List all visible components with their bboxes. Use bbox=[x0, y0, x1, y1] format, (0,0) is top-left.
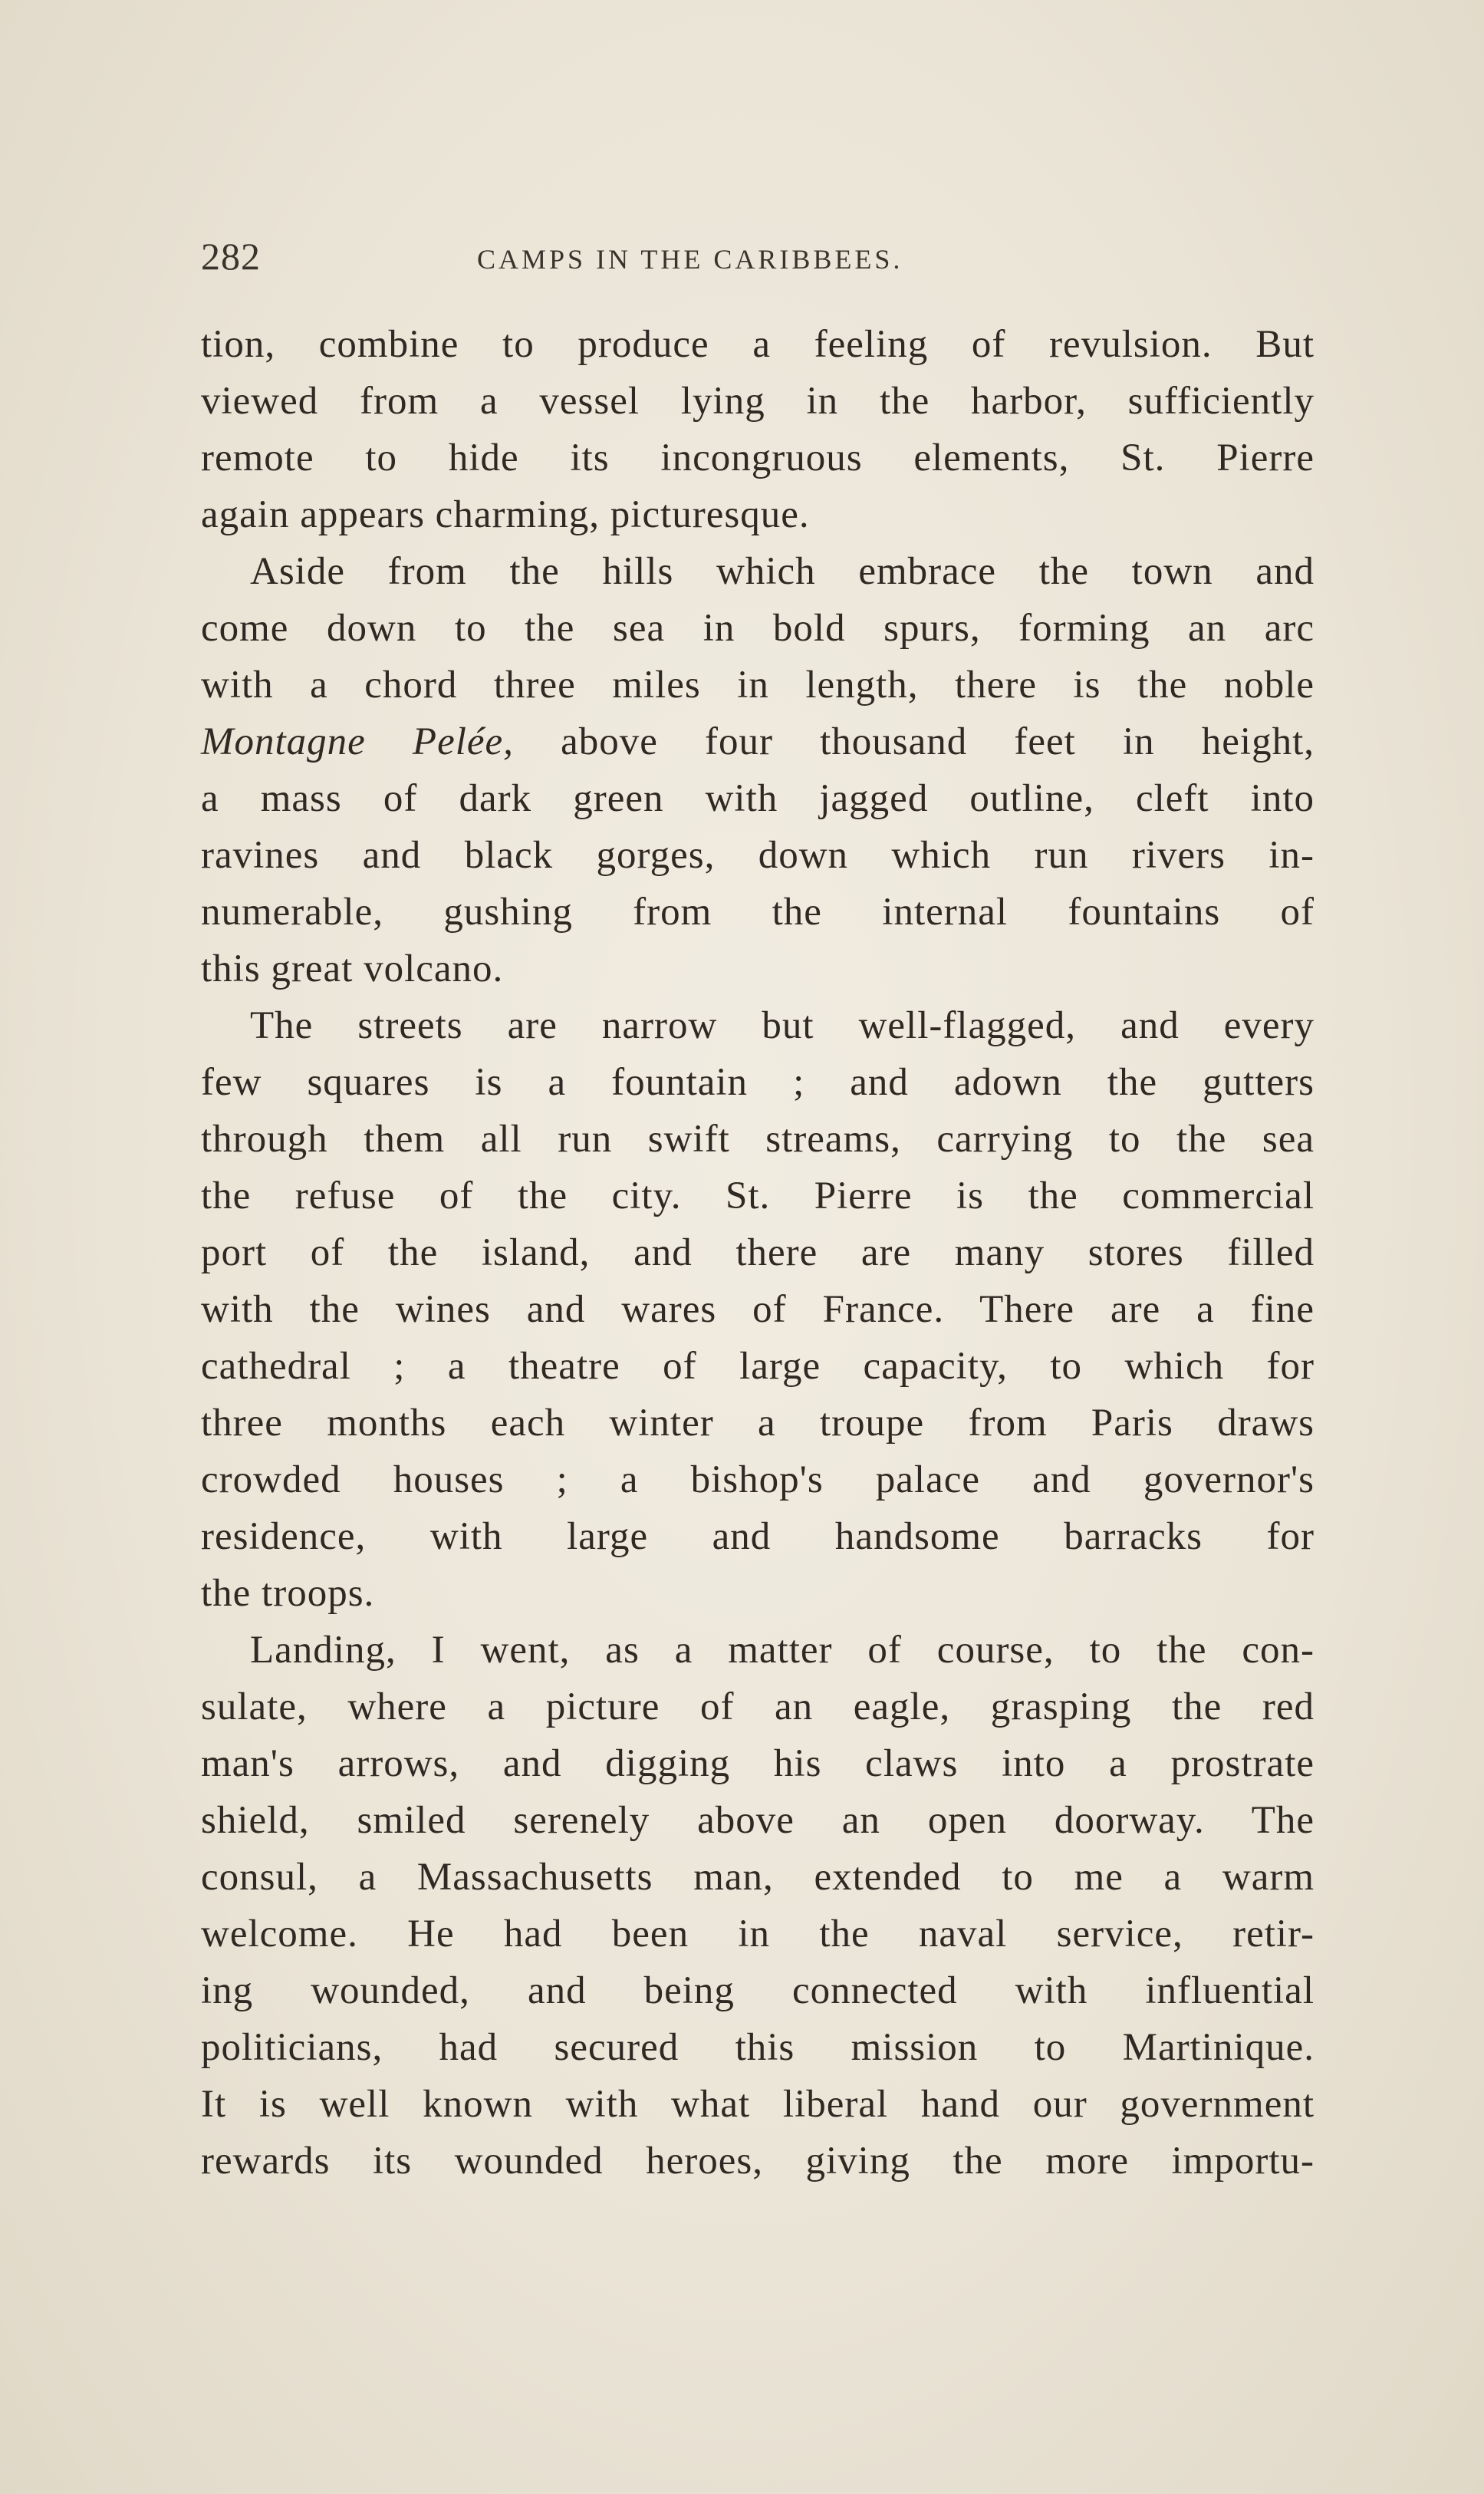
text-line: with the wines and wares of France. There are a fine bbox=[201, 1288, 1315, 1331]
body-text bbox=[201, 316, 1315, 2189]
text-line: welcome. He had been in the naval service, retir- bbox=[201, 1913, 1315, 1955]
text-line: tion, combine to produce a feeling of revulsion. But bbox=[201, 323, 1315, 366]
text-line: Aside from the hills which embrace the town and bbox=[250, 550, 1315, 593]
text-line: crowded houses ; a bishop's palace and governor's bbox=[201, 1458, 1315, 1501]
text-line: numerable, gushing from the internal fountains of bbox=[201, 891, 1315, 934]
italic-place-name: Montagne Pelée, bbox=[201, 720, 514, 763]
running-title: CAMPS IN THE CARIBBEES. bbox=[477, 244, 903, 275]
page-header bbox=[201, 234, 1315, 288]
text-line: with a chord three miles in length, there is the noble bbox=[201, 664, 1315, 707]
text-line: ing wounded, and being connected with influential bbox=[201, 1969, 1315, 2012]
text-line: three months each winter a troupe from Paris draws bbox=[201, 1402, 1315, 1445]
text-line: remote to hide its incongruous elements, St. Pierre bbox=[201, 437, 1315, 479]
text-line: this great volcano. bbox=[201, 947, 504, 990]
text-line: viewed from a vessel lying in the harbor, sufficiently bbox=[201, 380, 1315, 423]
text-line: again appears charming, picturesque. bbox=[201, 493, 810, 536]
text-line: the refuse of the city. St. Pierre is the commercial bbox=[201, 1175, 1315, 1217]
text-line: politicians, had secured this mission to Martinique. bbox=[201, 2026, 1315, 2069]
text-line: the troops. bbox=[201, 1572, 375, 1615]
text-line: It is well known with what liberal hand our government bbox=[201, 2083, 1315, 2126]
text-line-mixed bbox=[201, 713, 1315, 770]
text-line: The streets are narrow but well-flagged, and every bbox=[250, 1004, 1315, 1047]
text-line: cathedral ; a theatre of large capacity, to which for bbox=[201, 1345, 1315, 1388]
text-line: through them all run swift streams, carrying to the sea bbox=[201, 1118, 1315, 1161]
page-number: 282 bbox=[201, 235, 261, 278]
text-line: a mass of dark green with jagged outline, cleft into bbox=[201, 777, 1315, 820]
text-line: few squares is a fountain ; and adown the gutters bbox=[201, 1061, 1315, 1104]
text-line: Landing, I went, as a matter of course, to the con- bbox=[250, 1629, 1315, 1672]
text-line: port of the island, and there are many stores filled bbox=[201, 1231, 1315, 1274]
text-line: ravines and black gorges, down which run rivers in- bbox=[201, 834, 1315, 877]
text-line: man's arrows, and digging his claws into a prostrate bbox=[201, 1742, 1315, 1785]
text-line: rewards its wounded heroes, giving the more importu- bbox=[201, 2140, 1315, 2183]
text-line: come down to the sea in bold spurs, forming an arc bbox=[201, 607, 1315, 650]
text-line-rest: above four thousand feet in height, bbox=[561, 720, 1315, 763]
text-line: consul, a Massachusetts man, extended to me a warm bbox=[201, 1856, 1315, 1899]
text-line: shield, smiled serenely above an open doorway. The bbox=[201, 1799, 1315, 1842]
text-line: residence, with large and handsome barracks for bbox=[201, 1515, 1315, 1558]
text-line: sulate, where a picture of an eagle, grasping the red bbox=[201, 1685, 1315, 1728]
